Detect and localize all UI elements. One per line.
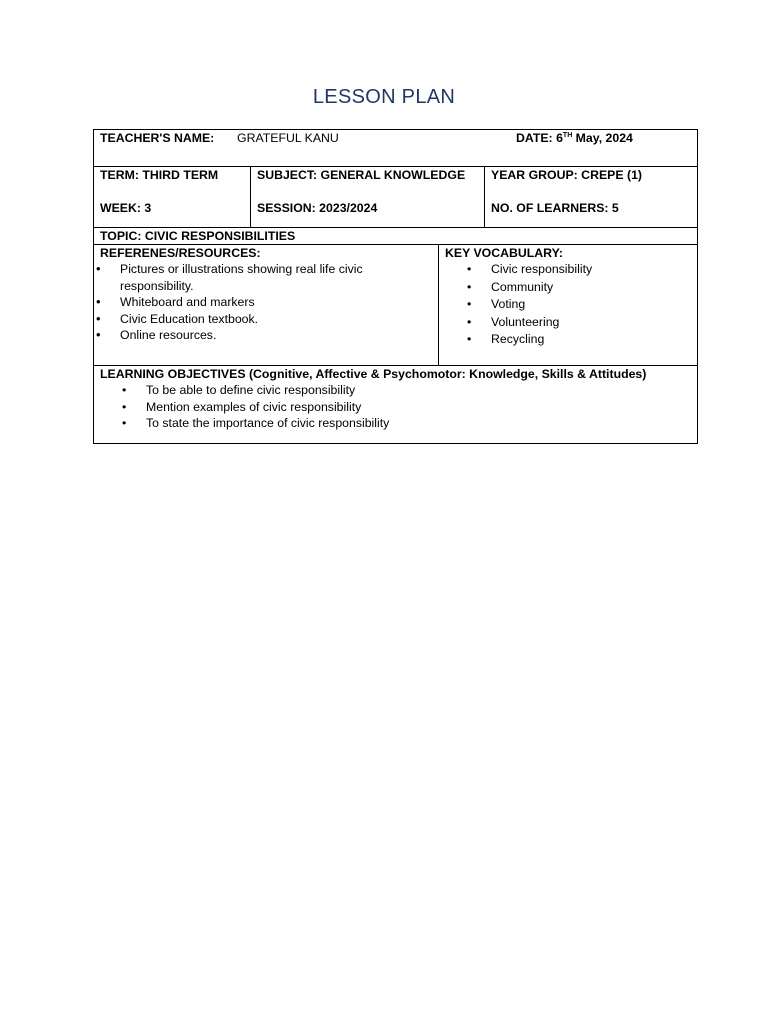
list-item: • Online resources. xyxy=(100,327,432,344)
list-item: • Mention examples of civic responsibility xyxy=(100,399,691,416)
learners-text: NO. OF LEARNERS: 5 xyxy=(491,201,619,215)
page-title: LESSON PLAN xyxy=(312,86,456,108)
list-item: • To be able to define civic responsibility xyxy=(100,382,691,399)
references-cell xyxy=(94,245,439,366)
list-item: • Whiteboard and markers xyxy=(100,294,432,311)
list-item: • Community xyxy=(445,279,691,297)
topic-text: TOPIC: CIVIC RESPONSIBILITIES xyxy=(94,228,698,245)
term-text: TERM: THIRD TERM xyxy=(100,168,219,182)
list-item: • Recycling xyxy=(445,331,691,349)
topic-row xyxy=(94,228,698,245)
objectives-list xyxy=(100,382,691,432)
list-item: • Civic responsibility xyxy=(445,261,691,279)
info-row xyxy=(94,167,698,228)
subject-text: SUBJECT: GENERAL KNOWLEDGE xyxy=(257,168,466,182)
objectives-heading: LEARNING OBJECTIVES (Cognitive, Affective & Psychomotor: Knowledge, Skills & Attitudes) xyxy=(100,367,647,381)
session-text: SESSION: 2023/2024 xyxy=(257,201,378,215)
teacher-cell xyxy=(94,130,698,167)
resources-vocab-row xyxy=(94,245,698,366)
date-label: DATE: 6 xyxy=(516,131,563,145)
vocabulary-list xyxy=(445,261,691,349)
list-item: • Pictures or illustrations showing real life civic responsibility. xyxy=(100,261,432,294)
list-item: • Voting xyxy=(445,296,691,314)
teacher-row xyxy=(94,130,698,167)
vocabulary-heading: KEY VOCABULARY: xyxy=(445,246,563,260)
list-item: • Volunteering xyxy=(445,314,691,332)
week-text: WEEK: 3 xyxy=(100,201,152,215)
year-learners-cell xyxy=(485,167,698,228)
list-item: • Civic Education textbook. xyxy=(100,311,432,328)
subject-session-cell xyxy=(251,167,485,228)
objectives-row xyxy=(94,366,698,444)
date-rest: May, 2024 xyxy=(572,131,633,145)
vocabulary-cell xyxy=(439,245,698,366)
teacher-name: GRATEFUL KANU xyxy=(237,131,339,145)
references-heading: REFERENES/RESOURCES: xyxy=(100,246,261,260)
references-list xyxy=(100,261,432,344)
term-week-cell xyxy=(94,167,251,228)
list-item: • To state the importance of civic responsibility xyxy=(100,415,691,432)
year-group-text: YEAR GROUP: CREPE (1) xyxy=(491,168,642,182)
teacher-label: TEACHER'S NAME: xyxy=(100,131,215,145)
date-field xyxy=(516,131,633,145)
objectives-cell xyxy=(94,366,698,444)
lesson-plan-table xyxy=(93,129,698,444)
date-superscript: TH xyxy=(562,131,573,139)
